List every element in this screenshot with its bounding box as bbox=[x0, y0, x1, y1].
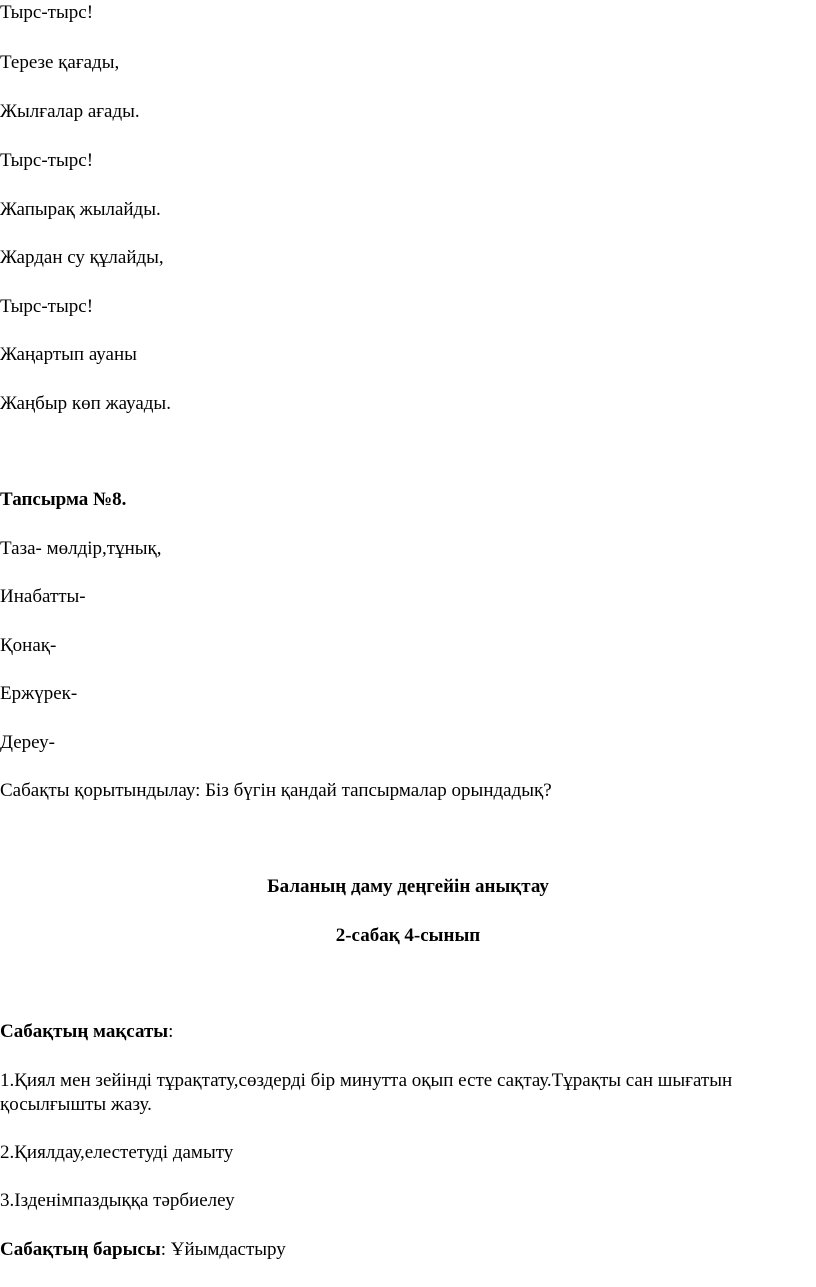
task-item: Қонақ- bbox=[0, 635, 57, 656]
task-heading: Тапсырма №8. bbox=[0, 489, 127, 510]
process-label: Сабақтың барысы bbox=[0, 1239, 161, 1260]
poem-line: Жылғалар ағады. bbox=[0, 101, 140, 122]
goal-item: 2.Қиялдау,елестетуді дамыту bbox=[0, 1142, 234, 1163]
task-item: Ержүрек- bbox=[0, 683, 78, 704]
poem-line: Жапырақ жылайды. bbox=[0, 199, 161, 220]
goals-colon: : bbox=[168, 1021, 174, 1042]
task-item: Таза- мөлдір,тұнық, bbox=[0, 538, 162, 559]
poem-line: Тырс-тырс! bbox=[0, 150, 94, 171]
poem-line: Тырс-тырс! bbox=[0, 296, 94, 317]
lesson-summary: Сабақты қорытындылау: Біз бүгін қандай тапсырмалар орындадық? bbox=[0, 780, 552, 801]
task-item: Инабатты- bbox=[0, 586, 86, 607]
process-colon: : bbox=[160, 1239, 171, 1260]
goals-heading bbox=[0, 1020, 173, 1044]
poem-line: Жаңбыр көп жауады. bbox=[0, 393, 171, 414]
poem-line: Жардан су құлайды, bbox=[0, 247, 164, 268]
process-value: Ұйымдастыру bbox=[170, 1239, 286, 1260]
poem-line: Терезе қағады, bbox=[0, 52, 120, 73]
poem-line: Жаңартып ауаны bbox=[0, 344, 137, 365]
goal-item: 3.Ізденімпаздыққа тәрбиелеу bbox=[0, 1190, 235, 1211]
task-item: Дереу- bbox=[0, 732, 55, 753]
goals-label: Сабақтың мақсаты bbox=[0, 1021, 169, 1042]
lesson-title: Баланың даму деңгейін анықтау bbox=[267, 876, 549, 897]
poem-line: Тырс-тырс! bbox=[0, 2, 94, 23]
goal-item: 1.Қиял мен зейінді тұрақтату,сөздерді бір минутта оқып есте сақтау.Тұрақты сан шығатын қосылғышты жазу. bbox=[0, 1070, 733, 1115]
lesson-subtitle: 2-сабақ 4-сынып bbox=[335, 925, 481, 946]
process-line bbox=[0, 1238, 286, 1262]
